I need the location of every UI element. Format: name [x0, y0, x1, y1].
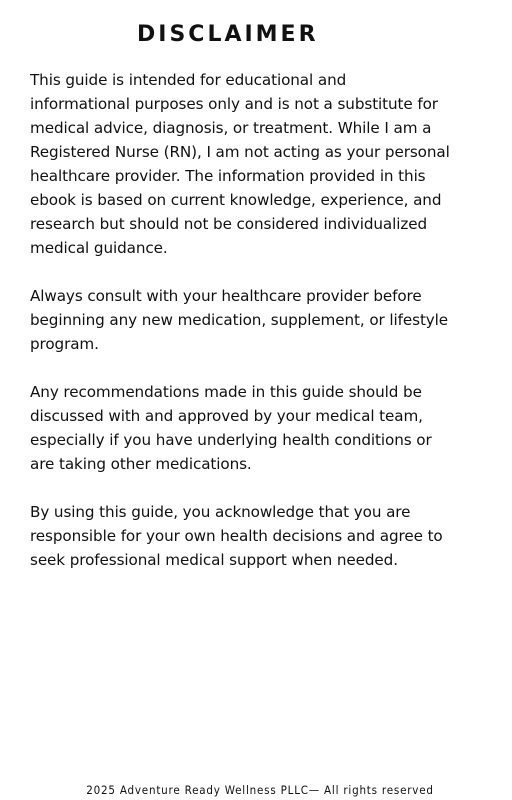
text-line: beginning any new medication, supplement, or lifestyle [30, 311, 449, 329]
text-line: medical advice, diagnosis, or treatment. While I am a [30, 119, 432, 137]
text-line: especially if you have underlying health conditions or [30, 431, 432, 449]
disclaimer-paragraph [30, 284, 490, 356]
disclaimer-paragraph [30, 500, 490, 572]
text-line: ebook is based on current knowledge, experience, and [30, 191, 442, 209]
disclaimer-body [30, 68, 490, 596]
text-line: informational purposes only and is not a substitute for [30, 95, 438, 113]
text-line: By using this guide, you acknowledge that you are [30, 503, 411, 521]
text-line: This guide is intended for educational and [30, 71, 347, 89]
page-title: DISCLAIMER [137, 22, 319, 47]
copyright-footer: 2025 Adventure Ready Wellness PLLC— All rights reserved [86, 783, 434, 797]
text-line: discussed with and approved by your medical team, [30, 407, 423, 425]
text-line: healthcare provider. The information provided in this [30, 167, 426, 185]
text-line: medical guidance. [30, 239, 168, 257]
text-line: program. [30, 335, 99, 353]
text-line: research but should not be considered individualized [30, 215, 428, 233]
text-line: Any recommendations made in this guide should be [30, 383, 422, 401]
text-line: responsible for your own health decisions and agree to [30, 527, 443, 545]
text-line: Always consult with your healthcare provider before [30, 287, 422, 305]
text-line: Registered Nurse (RN), I am not acting as your personal [30, 143, 450, 161]
disclaimer-paragraph [30, 68, 490, 260]
text-line: are taking other medications. [30, 455, 252, 473]
text-line: seek professional medical support when needed. [30, 551, 398, 569]
disclaimer-paragraph [30, 380, 490, 476]
